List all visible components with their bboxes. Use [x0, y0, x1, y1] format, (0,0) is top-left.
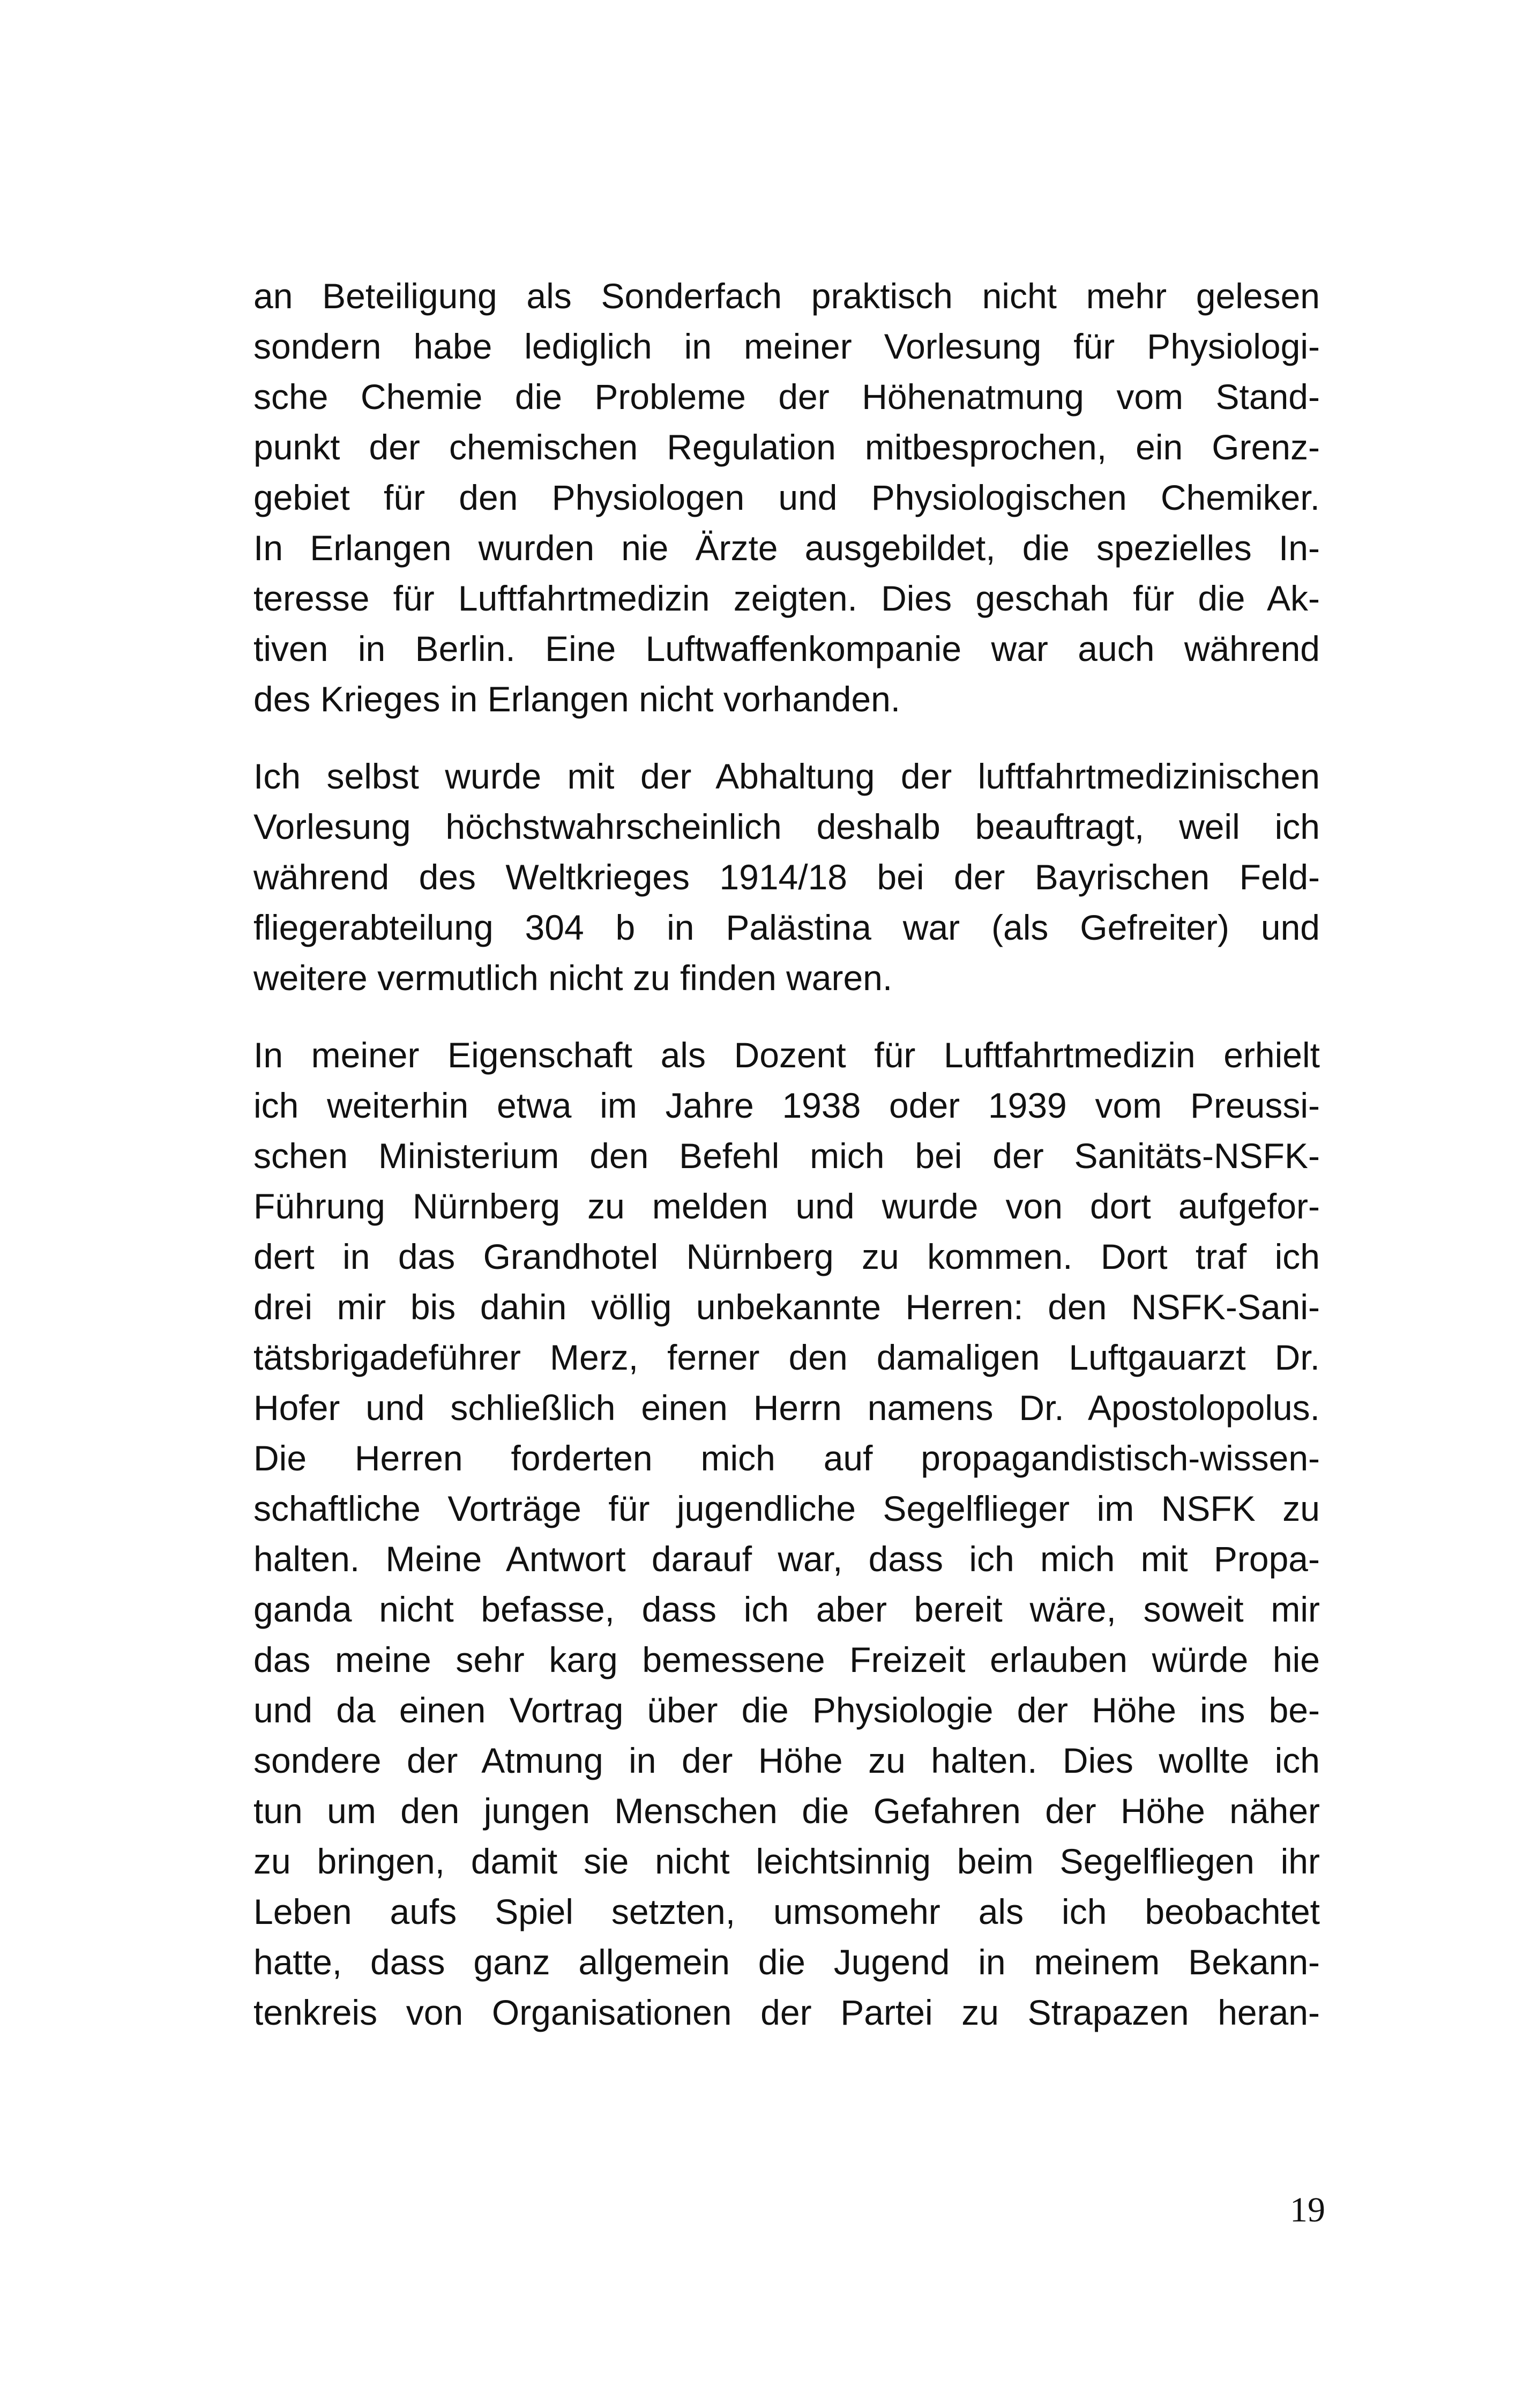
text-line: tiven in Berlin. Eine Luftwaffenkompanie war auch während [253, 629, 1320, 668]
text-line: ich weiterhin etwa im Jahre 1938 oder 1939 vom Preussi- [253, 1086, 1320, 1125]
text-line: während des Weltkrieges 1914/18 bei der Bayrischen Feld- [253, 857, 1320, 897]
text-line: Führung Nürnberg zu melden und wurde von dort aufgefor- [253, 1186, 1320, 1226]
text-line: zu bringen, damit sie nicht leichtsinnig beim Segelfliegen ihr [253, 1841, 1320, 1881]
text-line: tenkreis von Organisationen der Partei zu Strapazen heran- [253, 1993, 1320, 2032]
text-line: schaftliche Vorträge für jugendliche Segelflieger im NSFK zu [253, 1489, 1320, 1528]
text-line: punkt der chemischen Regulation mitbesprochen, ein Grenz- [253, 427, 1320, 467]
text-line: an Beteiligung als Sonderfach praktisch nicht mehr gelesen [253, 276, 1320, 316]
text-line: drei mir bis dahin völlig unbekannte Herren: den NSFK-Sani- [253, 1287, 1320, 1327]
text-line: weitere vermutlich nicht zu finden waren. [253, 958, 893, 998]
text-line: teresse für Luftfahrtmedizin zeigten. Dies geschah für die Ak- [253, 578, 1320, 618]
text-line: sondere der Atmung in der Höhe zu halten. Dies wollte ich [253, 1741, 1320, 1780]
body-text [253, 271, 1320, 2064]
page-number: 19 [1290, 2190, 1325, 2229]
text-line: des Krieges in Erlangen nicht vorhanden. [253, 679, 901, 719]
text-line: und da einen Vortrag über die Physiologie der Höhe ins be- [253, 1690, 1320, 1730]
text-line: Hofer und schließlich einen Herrn namens Dr. Apostolopolus. [253, 1388, 1320, 1428]
text-line: fliegerabteilung 304 b in Palästina war (als Gefreiter) und [253, 908, 1320, 947]
text-line: sondern habe lediglich in meiner Vorlesung für Physiologi- [253, 326, 1320, 366]
paragraph [253, 271, 1320, 724]
text-line: sche Chemie die Probleme der Höhenatmung vom Stand- [253, 377, 1320, 417]
text-line: das meine sehr karg bemessene Freizeit erlauben würde hie [253, 1640, 1320, 1679]
text-line: tun um den jungen Menschen die Gefahren der Höhe näher [253, 1791, 1320, 1831]
text-line: In meiner Eigenschaft als Dozent für Luftfahrtmedizin erhielt [253, 1035, 1320, 1075]
text-line: hatte, dass ganz allgemein die Jugend in meinem Bekann- [253, 1942, 1320, 1982]
paragraph [253, 1030, 1320, 2038]
text-line: Leben aufs Spiel setzten, umsomehr als ich beobachtet [253, 1892, 1320, 1931]
text-line: ganda nicht befasse, dass ich aber bereit wäre, soweit mir [253, 1589, 1320, 1629]
text-line: Die Herren forderten mich auf propagandistisch-wissen- [253, 1438, 1320, 1478]
paragraph [253, 751, 1320, 1003]
text-line: dert in das Grandhotel Nürnberg zu kommen. Dort traf ich [253, 1237, 1320, 1276]
text-line: In Erlangen wurden nie Ärzte ausgebildet, die spezielles In- [253, 528, 1320, 568]
text-line: Vorlesung höchstwahrscheinlich deshalb beauftragt, weil ich [253, 807, 1320, 846]
text-line: gebiet für den Physiologen und Physiologischen Chemiker. [253, 478, 1320, 517]
text-line: tätsbrigadeführer Merz, ferner den damaligen Luftgauarzt Dr. [253, 1337, 1320, 1377]
text-line: Ich selbst wurde mit der Abhaltung der luftfahrtmedizinischen [253, 756, 1320, 796]
text-line: schen Ministerium den Befehl mich bei der Sanitäts-NSFK- [253, 1136, 1320, 1176]
text-line: halten. Meine Antwort darauf war, dass ich mich mit Propa- [253, 1539, 1320, 1579]
